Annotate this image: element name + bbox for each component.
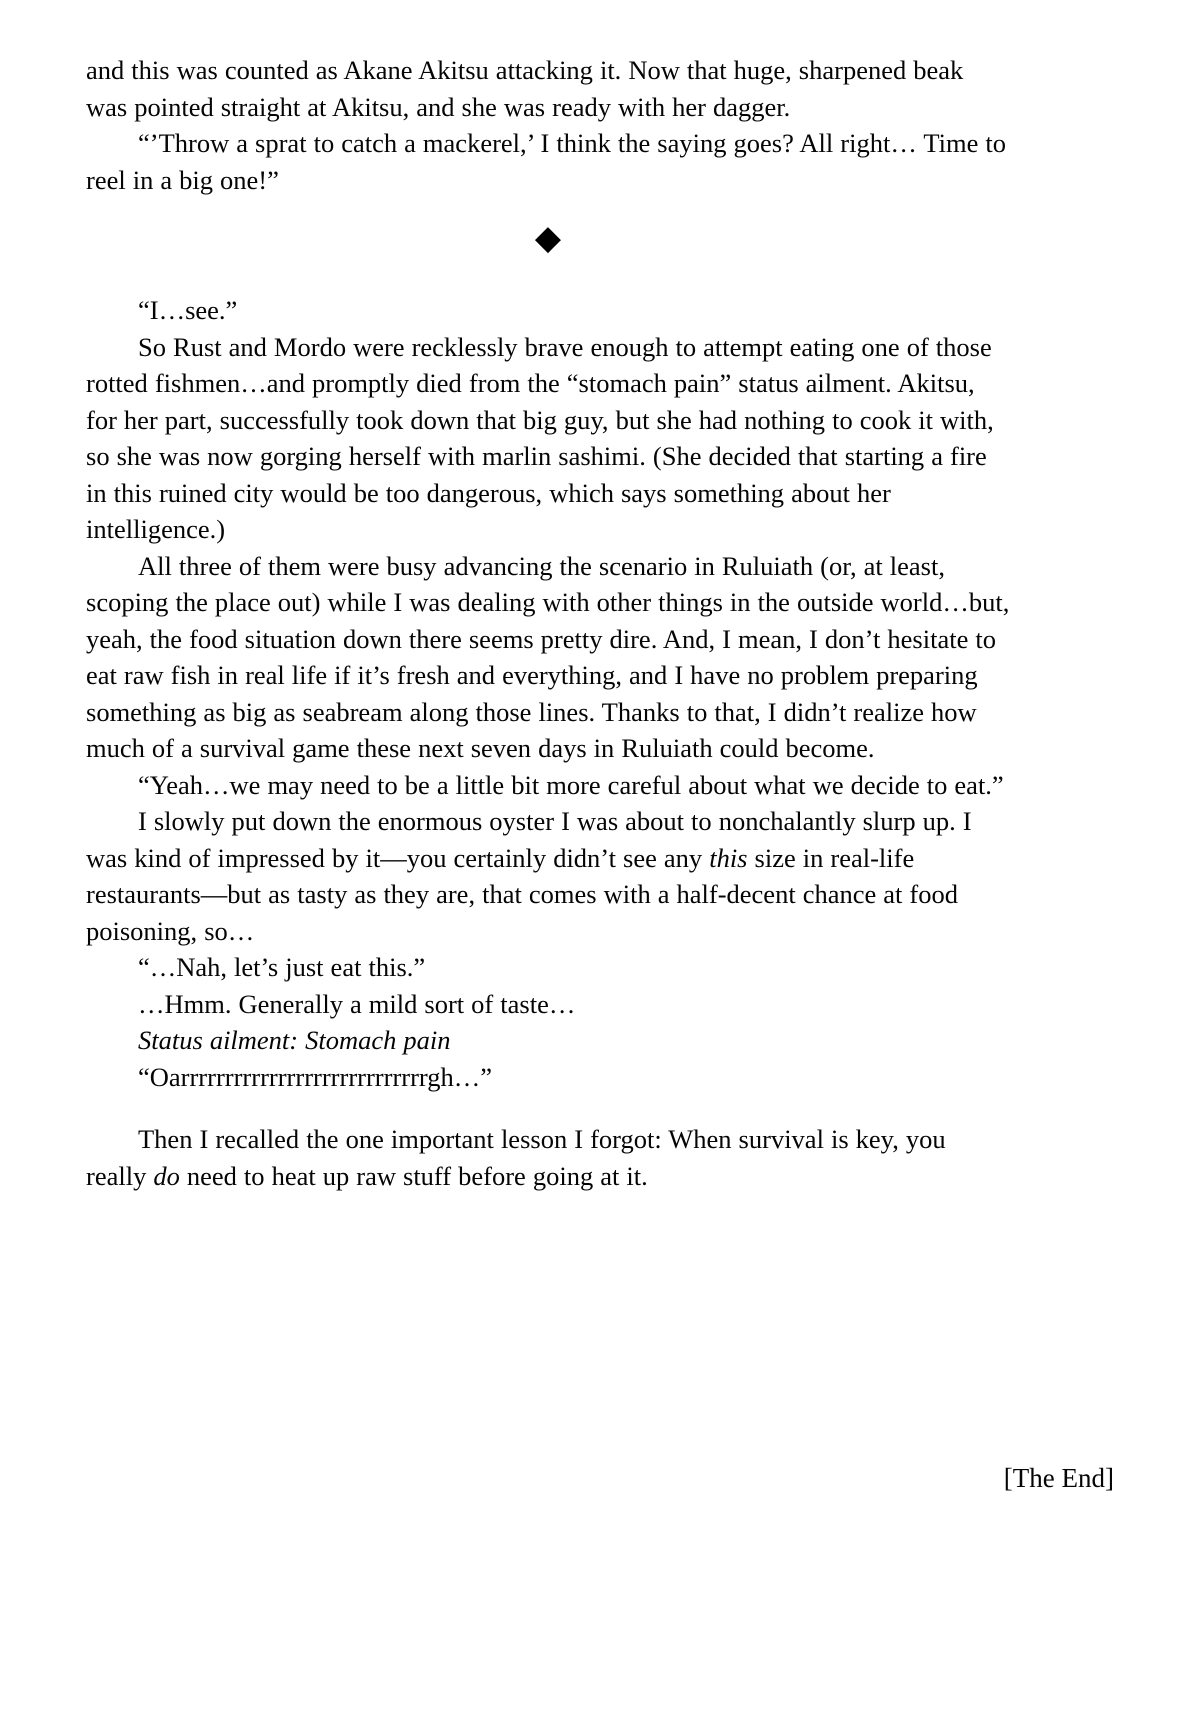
paragraph-all-three: All three of them were busy advancing the scenario in Ruluiath (or, at least, scoping the place out) while I was dealing with other things in the outside world…but, yeah, the food situation down there seems pretty dire. And, I mean, I don’t hesitate to eat raw fish in real life if it’s fresh and everything, and I have no problem preparing something as big as seabream along those lines. Thanks to that, I didn’t realize how much of a survival game these next seven days in Ruluiath could become. — [86, 550, 1010, 763]
oyster-emphasis-this: this — [709, 842, 748, 873]
end-mark: [The End] — [1003, 1463, 1114, 1493]
paragraph-closing-lesson — [86, 1121, 1010, 1194]
line-nah-lets-eat: “…Nah, let’s just eat this.” — [138, 952, 426, 982]
diamond-icon: ◆ — [534, 218, 562, 258]
closing-text-part-2: need to heat up raw stuff before going at it. — [179, 1160, 648, 1191]
paragraph-continuation: and this was counted as Akane Akitsu attacking it. Now that huge, sharpened beak was pointed straight at Akitsu, and she was ready with her dagger. — [86, 55, 964, 122]
oyster-text-part-1: I slowly put down the enormous oyster I was about to nonchalantly slurp up. I was kind of impressed by it—you certainly didn’t see any — [86, 806, 972, 873]
spacer — [86, 278, 1010, 292]
text-column — [86, 52, 1010, 1194]
paragraph-oyster — [86, 803, 1010, 949]
scene-break — [86, 198, 1010, 278]
oyster-text-part-2: size in real-life restaurants—but as tasty as they are, that comes with a half-decent chance at food poisoning, so… — [86, 842, 959, 946]
paragraph-rust-and-mordo: So Rust and Mordo were recklessly brave enough to attempt eating one of those rotted fishmen…and promptly died from the “stomach pain” status ailment. Akitsu, for her part, successfully took down that big guy, but she had nothing to cook it with, so she was now gorging herself with marlin sashimi. (She decided that starting a fire in this ruined city would be too dangerous, which says something about her intelligence.) — [86, 331, 994, 544]
line-status-ailment: Status ailment: Stomach pain — [138, 1025, 451, 1055]
paragraph-yeah-careful: “Yeah…we may need to be a little bit more careful about what we decide to eat.” — [138, 769, 1004, 800]
line-mild-taste: …Hmm. Generally a mild sort of taste… — [138, 988, 576, 1019]
paragraph-dialogue-sprat: “’Throw a sprat to catch a mackerel,’ I think the saying goes? All right… Time to reel in a big one!” — [86, 128, 1007, 195]
paragraph-i-see: “I…see.” — [138, 295, 238, 325]
spacer — [86, 1095, 1010, 1121]
closing-emphasis-do: do — [153, 1160, 180, 1191]
closing-text-part-1: Then I recalled the one important lesson I forgot: When survival is key, you really — [86, 1124, 946, 1191]
line-oarrrgh: “Oarrrrrrrrrrrrrrrrrrrrrrrrrrrrgh…” — [138, 1061, 493, 1092]
